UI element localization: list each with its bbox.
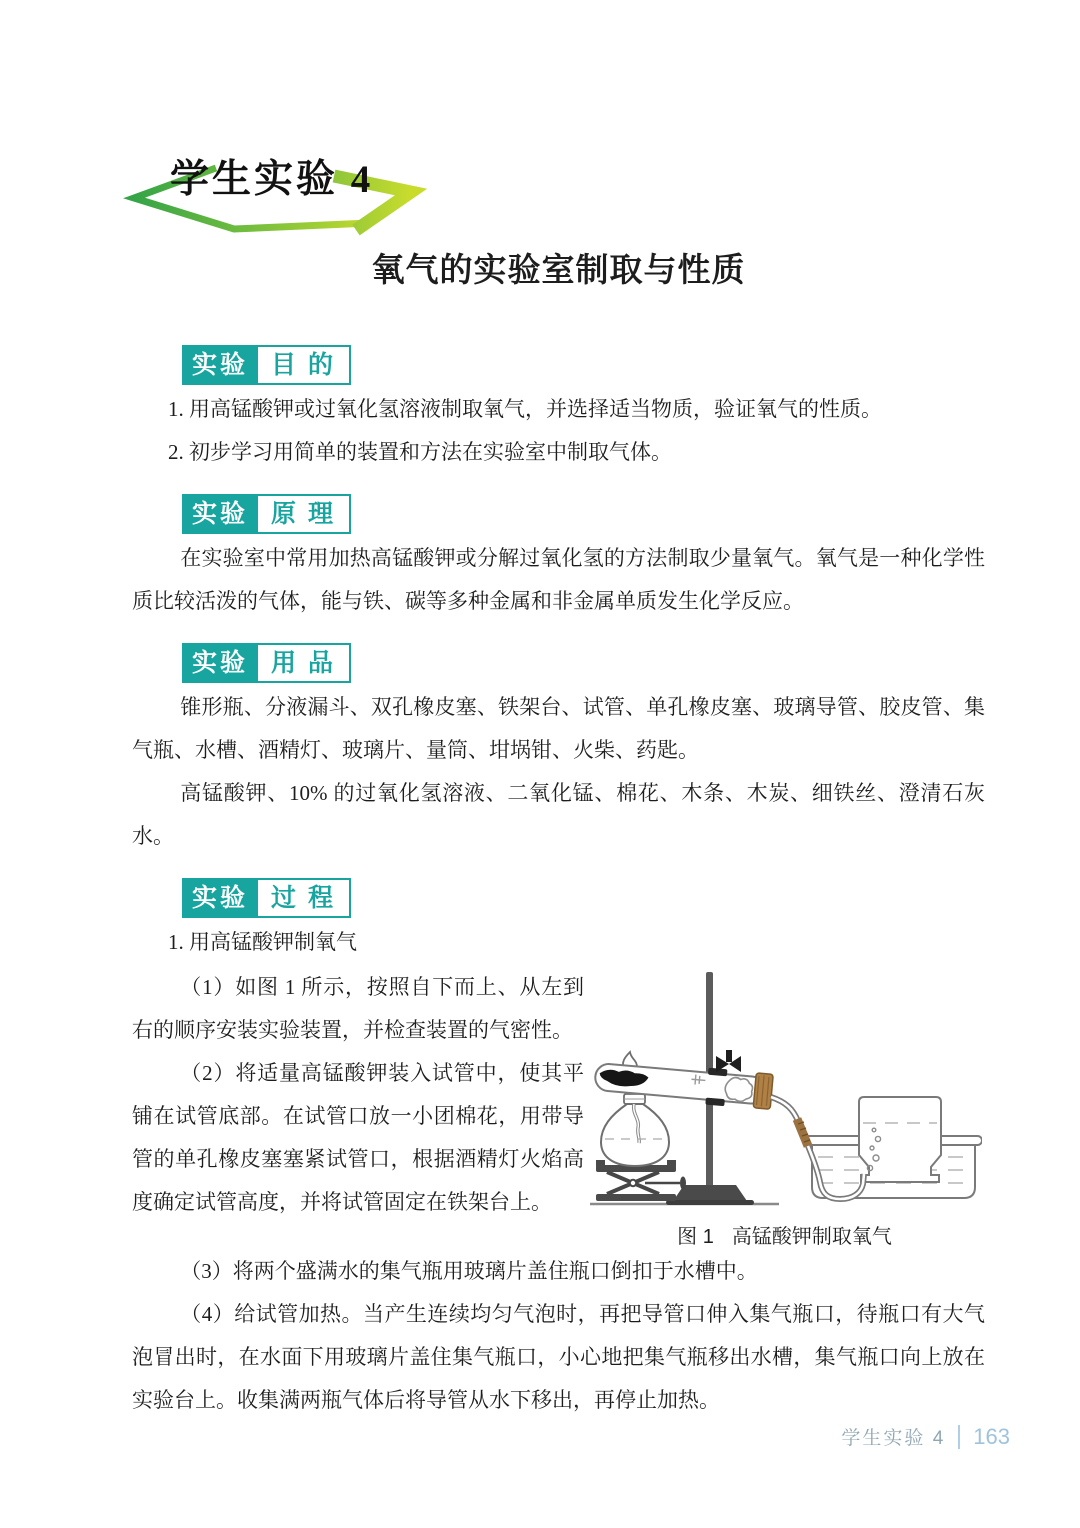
badge-procedure-label: 过程 (256, 878, 351, 918)
figure-column (584, 966, 985, 1250)
section-badge-materials (182, 643, 351, 683)
test-tube (594, 1058, 774, 1110)
figure-caption-text: 高锰酸钾制取氧气 (731, 1226, 892, 1248)
procedure-step: （3）将两个盛满水的集气瓶用玻璃片盖住瓶口倒扣于水槽中。 (180, 1259, 758, 1283)
figure-caption (677, 1224, 892, 1250)
purpose-item: 1. 用高锰酸钾或过氧化氢溶液制取氧气，并选择适当物质，验证氧气的性质。 (168, 397, 882, 421)
section-badge-purpose (182, 345, 351, 385)
page-number: 163 (973, 1423, 1010, 1449)
principle-paragraph: 在实验室中常用加热高锰酸钾或分解过氧化氢的方法制取少量氧气。氧气是一种化学性质比较活泼的气体，能与铁、碳等多种金属和非金属单质发生化学反应。 (132, 546, 985, 613)
apparatus-figure (587, 966, 982, 1218)
materials-paragraph: 高锰酸钾、10% 的过氧化氢溶液、二氧化锰、棉花、木条、木炭、细铁丝、澄清石灰水。 (132, 781, 985, 848)
procedure-step: （4）给试管加热。当产生连续均匀气泡时，再把导管口伸入集气瓶口，待瓶口有大气泡冒出时，在水面下用玻璃片盖住集气瓶口，小心地把集气瓶移出水槽，集气瓶口向上放在实验台上。收集满两瓶气体后将导管从水下移出，再停止加热。 (132, 1302, 985, 1412)
clamp-knob-icon (716, 1050, 741, 1072)
figure-label: 图 1 (677, 1226, 714, 1248)
badge-experiment-label: 实验 (182, 494, 256, 534)
footer-chapter-label: 学生实验 4 (841, 1428, 946, 1449)
rubber-connector (797, 1119, 810, 1146)
chapter-banner (118, 146, 428, 258)
footer-divider (958, 1425, 960, 1449)
section-badge-procedure (182, 878, 351, 918)
procedure-text-column (132, 966, 584, 1250)
section-procedure (132, 878, 985, 1422)
section-purpose (132, 345, 985, 474)
badge-purpose-label: 目的 (256, 345, 351, 385)
badge-principle-label: 原理 (256, 494, 351, 534)
gas-collecting-bottle (859, 1097, 941, 1182)
purpose-item: 2. 初步学习用简单的装置和方法在实验室中制取气体。 (168, 440, 672, 464)
page-footer (841, 1423, 1010, 1450)
rubber-stopper (753, 1073, 773, 1109)
section-principle (132, 494, 985, 623)
section-badge-principle (182, 494, 351, 534)
materials-paragraph: 锥形瓶、分液漏斗、双孔橡皮塞、铁架台、试管、单孔橡皮塞、玻璃导管、胶皮管、集气瓶、水槽、酒精灯、玻璃片、量筒、坩埚钳、火柴、药匙。 (132, 695, 985, 762)
badge-materials-label: 用品 (256, 643, 351, 683)
badge-experiment-label: 实验 (182, 878, 256, 918)
procedure-step-heading: 1. 用高锰酸钾制氧气 (168, 930, 357, 954)
procedure-step: （1）如图 1 所示，按照自下而上、从左到右的顺序安装实验装置，并检查装置的气密性。 (132, 975, 584, 1042)
chapter-banner-label: 学生实验 4 (170, 158, 374, 201)
badge-experiment-label: 实验 (182, 643, 256, 683)
page-title: 氧气的实验室制取与性质 (371, 253, 746, 289)
page-content (132, 345, 985, 1422)
section-materials (132, 643, 985, 858)
badge-experiment-label: 实验 (182, 345, 256, 385)
procedure-step: （2）将适量高锰酸钾装入试管中，使其平铺在试管底部。在试管口放一小团棉花，用带导管的单孔橡皮塞塞紧试管口，根据酒精灯火焰高度确定试管高度，并将试管固定在铁架台上。 (132, 1061, 584, 1214)
procedure-columns (132, 966, 985, 1250)
